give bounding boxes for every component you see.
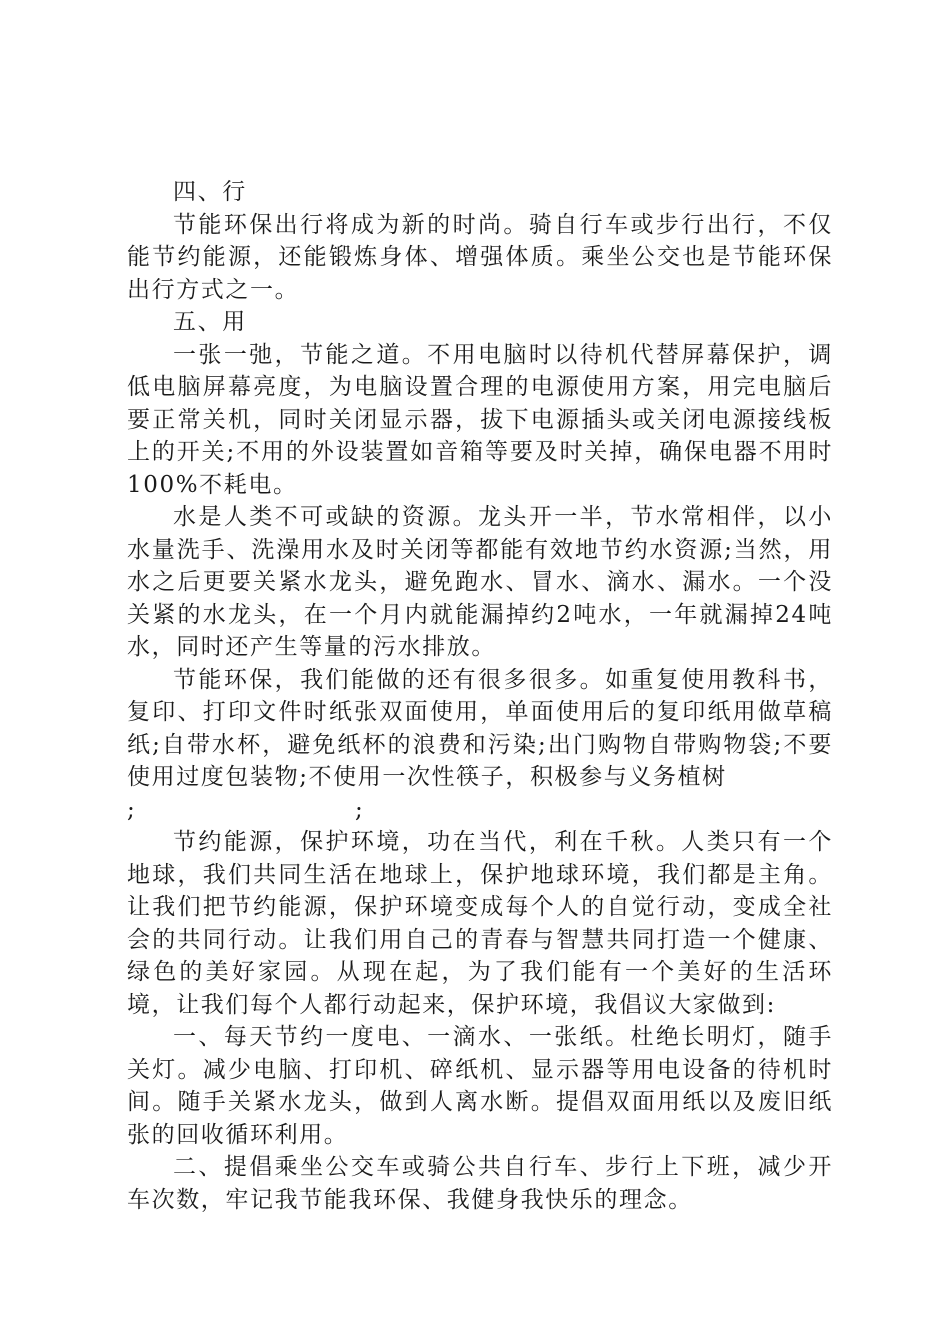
- section-heading-xing: 四、行: [173, 179, 247, 205]
- paragraph-proposal-one: 一、每天节约一度电、一滴水、一张纸。杜绝长明灯，随手关灯。减少电脑、打印机、碎纸机、显示器等用电设备的待机时间。随手关紧水龙头，做到人离水断。提倡双面用纸以及废旧纸张的回收循环利用。: [127, 1024, 833, 1148]
- paragraph-proposal-intro: 节约能源，保护环境，功在当代，利在千秋。人类只有一个地球，我们共同生活在地球上，保护地球环境，我们都是主角。让我们把节约能源，保护环境变成每个人的自觉行动，变成全社会的共同行动。让我们用自己的青春与智慧共同打造一个健康、绿色的美好家园。从现在起，为了我们能有一个美好的生活环境，让我们每个人都行动起来，保护环境，我倡议大家做到:: [127, 829, 833, 1018]
- document-body: [127, 176, 833, 1216]
- paragraph-more-actions: 节能环保，我们能做的还有很多很多。如重复使用教科书，复印、打印文件时纸张双面使用，单面使用后的复印纸用做草稿纸;自带水杯，避免纸杯的浪费和污染;出门购物自带购物袋;不要使用过度包装物;不使用一次性筷子，积极参与义务植树: [127, 666, 833, 790]
- semicolon-row: [127, 794, 833, 827]
- semicolon-mark: ;: [127, 796, 137, 823]
- paragraph-proposal-two: 二、提倡乘坐公交车或骑公共自行车、步行上下班，减少开车次数，牢记我节能我环保、我健身我快乐的理念。: [127, 1154, 833, 1213]
- section-heading-yong: 五、用: [173, 309, 247, 335]
- paragraph-computer-energy: 一张一弛，节能之道。不用电脑时以待机代替屏幕保护，调低电脑屏幕亮度，为电脑设置合理的电源使用方案，用完电脑后要正常关机，同时关闭显示器，拔下电源插头或关闭电源接线板上的开关;不用的外设装置如音箱等要及时关掉，确保电器不用时100%不耗电。: [127, 341, 833, 498]
- paragraph-travel: 节能环保出行将成为新的时尚。骑自行车或步行出行，不仅能节约能源，还能锻炼身体、增强体质。乘坐公交也是节能环保出行方式之一。: [127, 211, 833, 303]
- semicolon-mark: ;: [355, 796, 365, 823]
- paragraph-water-saving: 水是人类不可或缺的资源。龙头开一半，节水常相伴，以小水量洗手、洗澡用水及时关闭等都能有效地节约水资源;当然，用水之后更要关紧水龙头，避免跑水、冒水、滴水、漏水。一个没关紧的水龙头，在一个月内就能漏掉约2吨水，一年就漏掉24吨水，同时还产生等量的污水排放。: [127, 504, 833, 660]
